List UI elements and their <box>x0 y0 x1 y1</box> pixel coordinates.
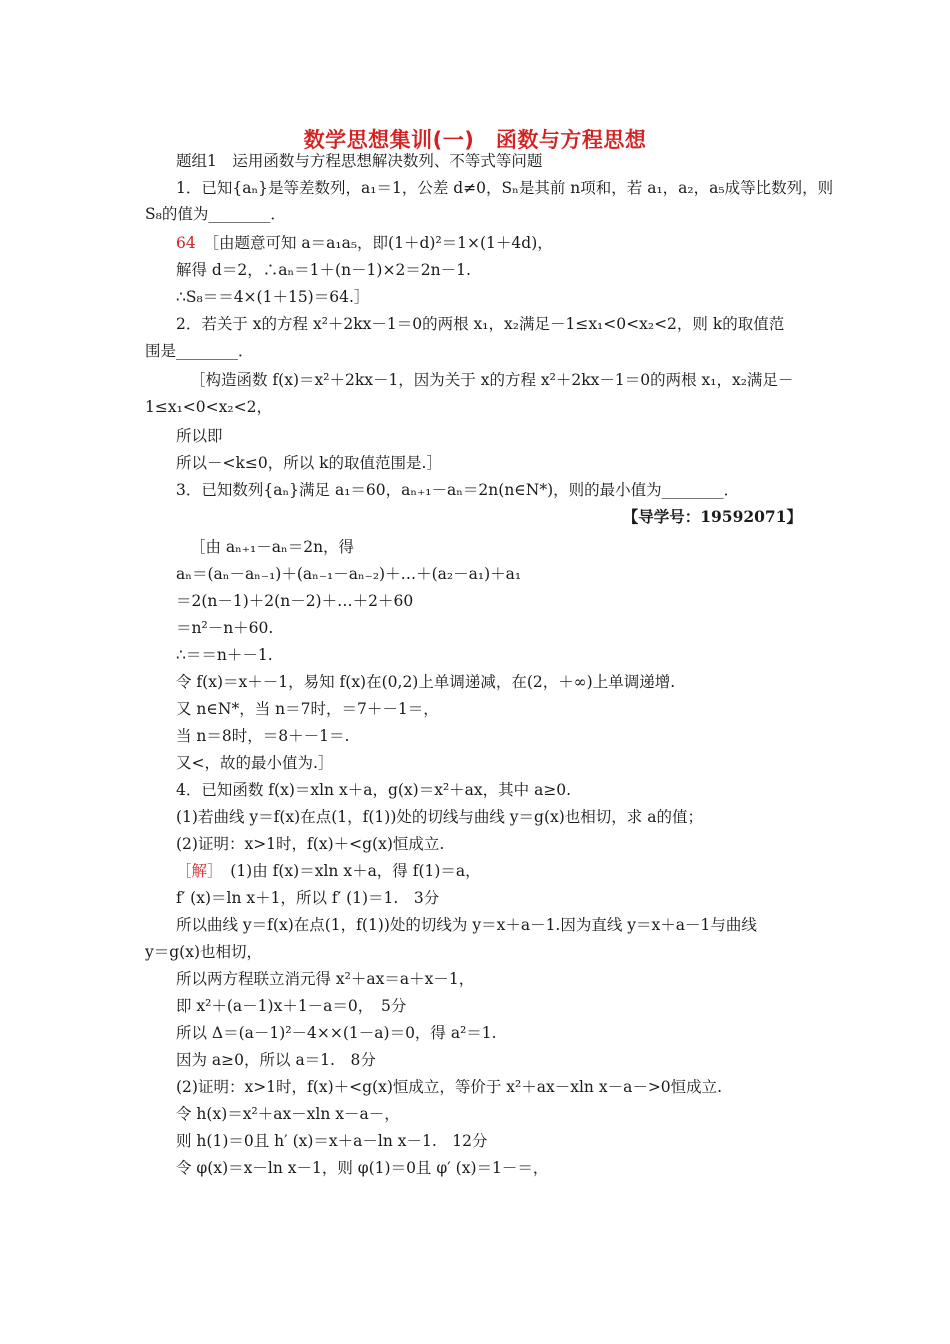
text-content: f′ (x)＝ln x＋1，所以 f′ (1)＝1. 3分 <box>176 889 440 907</box>
text-line <box>145 941 262 963</box>
text-content: ∴＝＝n＋－1. <box>176 646 273 664</box>
text-content: ＝2(n－1)＋2(n－2)＋…＋2＋60 <box>176 592 414 610</box>
text-content: 所以曲线 y＝f(x)在点(1，f(1))处的切线为 y＝x＋a－1.因为直线 y＝x＋a－1与曲线 <box>176 916 757 934</box>
text-content: ＝n²－n＋60. <box>176 619 274 637</box>
text-content: 所以两方程联立消元得 x²＋ax＝a＋x－1， <box>176 970 475 988</box>
text-line <box>176 232 553 254</box>
text-content: 4．已知函数 f(x)＝xln x＋a，g(x)＝x²＋ax，其中 a≥0. <box>176 781 572 799</box>
text-line <box>176 671 675 693</box>
text-line <box>176 698 439 720</box>
text-content: S₈的值为________． <box>145 205 286 223</box>
text-content: (2)证明：x>1时，f(x)＋<g(x)恒成立. <box>176 835 445 853</box>
text-content: (1)由 f(x)＝xln x＋a，得 f(1)＝a， <box>230 862 481 880</box>
text-content: 1≤x₁<0<x₂<2， <box>145 398 272 416</box>
text-line <box>176 177 833 199</box>
text-content: ［由 aₙ₊₁－aₙ＝2n，得 <box>190 538 355 556</box>
text-content: 令 h(x)＝x²＋ax－xln x－a－， <box>176 1105 400 1123</box>
text-content: (1)若曲线 y＝f(x)在点(1，f(1))处的切线与曲线 y＝g(x)也相切，求 a的值； <box>176 808 703 826</box>
text-line <box>176 479 739 501</box>
text-line <box>190 369 793 391</box>
text-content: 所以即 <box>176 427 223 445</box>
text-content: 所以 Δ＝(a－1)²－4××(1－a)＝0，得 a²＝1. <box>176 1024 497 1042</box>
text-line <box>176 425 223 447</box>
text-line <box>176 150 542 172</box>
text-line <box>176 1049 376 1071</box>
text-line <box>176 725 349 747</box>
text-content: 又 n∈N*，当 n＝7时，＝7＋－1＝， <box>176 700 439 718</box>
text-content: 围是________． <box>145 342 254 360</box>
text-line <box>176 752 333 774</box>
text-line <box>176 644 273 666</box>
text-line <box>176 1157 548 1179</box>
text-line <box>176 914 757 936</box>
text-content: 1．已知{aₙ}是等差数列，a₁＝1，公差 d≠0，Sₙ是其前 n项和，若 a₁，a₂，a₅成等比数列，则 <box>176 179 834 197</box>
text-content: 又<，故的最小值为.］ <box>176 754 334 772</box>
text-line <box>623 506 802 528</box>
text-line <box>176 617 273 639</box>
text-line <box>176 590 413 612</box>
text-line <box>176 286 369 308</box>
text-content: 题组1 运用函数与方程思想解决数列、不等式等问题 <box>176 152 543 170</box>
text-line <box>176 259 471 281</box>
text-content: y＝g(x)也相切， <box>145 943 263 961</box>
text-content: 令 φ(x)＝x－ln x－1，则 φ(1)＝0且 φ′ (x)＝1－＝， <box>176 1159 549 1177</box>
text-content: ［由题意可知 a＝a₁a₅，即(1＋d)²＝1×(1＋4d)， <box>211 234 553 252</box>
text-line <box>145 340 254 362</box>
text-line <box>176 1130 488 1152</box>
text-line <box>176 887 439 909</box>
answer-label: 64 <box>176 234 212 252</box>
text-line <box>176 313 784 335</box>
text-line <box>176 995 406 1017</box>
text-content: ∴S₈＝＝4×(1＋15)＝64.］ <box>176 288 370 306</box>
text-content: 2．若关于 x的方程 x²＋2kx－1＝0的两根 x₁，x₂满足－1≤x₁<0<x₂<2，则 k的取值范 <box>176 315 785 333</box>
text-line <box>145 203 286 225</box>
text-line <box>145 396 272 418</box>
text-content: 因为 a≥0，所以 a＝1. 8分 <box>176 1051 376 1069</box>
page-title: 数学思想集训(一) 函数与方程思想 <box>303 128 647 152</box>
text-content: 3．已知数列{aₙ}满足 a₁＝60，aₙ₊₁－aₙ＝2n(n∈N*)，则的最小值为________． <box>176 481 740 499</box>
text-content: 即 x²＋(a－1)x＋1－a＝0， 5分 <box>176 997 407 1015</box>
text-content: ［构造函数 f(x)＝x²＋2kx－1，因为关于 x的方程 x²＋2kx－1＝0的两根 x₁，x₂满足－ <box>190 371 794 389</box>
text-content: 当 n＝8时，＝8＋－1＝. <box>176 727 350 745</box>
text-line <box>176 452 442 474</box>
text-content: 则 h(1)＝0且 h′ (x)＝x＋a－ln x－1. 12分 <box>176 1132 488 1150</box>
text-line <box>176 968 474 990</box>
text-line <box>176 563 521 585</box>
text-line <box>176 860 481 882</box>
answer-label: ［解］ <box>176 862 231 880</box>
text-content: (2)证明：x>1时，f(x)＋<g(x)恒成立，等价于 x²＋ax－xln x－a－>0恒成立. <box>176 1078 723 1096</box>
text-line <box>176 833 444 855</box>
text-content: 所以－<k≤0，所以 k的取值范围是.］ <box>176 454 442 472</box>
text-content: 解得 d＝2，∴aₙ＝1＋(n－1)×2＝2n－1. <box>176 261 471 279</box>
text-line <box>176 806 703 828</box>
text-line <box>190 536 354 558</box>
text-content: 【导学号：19592071】 <box>622 507 802 526</box>
text-line <box>176 1076 722 1098</box>
text-content: aₙ＝(aₙ－aₙ₋₁)＋(aₙ₋₁－aₙ₋₂)＋…＋(a₂－a₁)＋a₁ <box>176 565 522 583</box>
text-content: 令 f(x)＝x＋－1，易知 f(x)在(0,2)上单调递减，在(2，＋∞)上单调递增. <box>176 673 676 691</box>
text-line <box>176 1103 400 1125</box>
text-line <box>176 779 571 801</box>
text-line <box>176 1022 497 1044</box>
